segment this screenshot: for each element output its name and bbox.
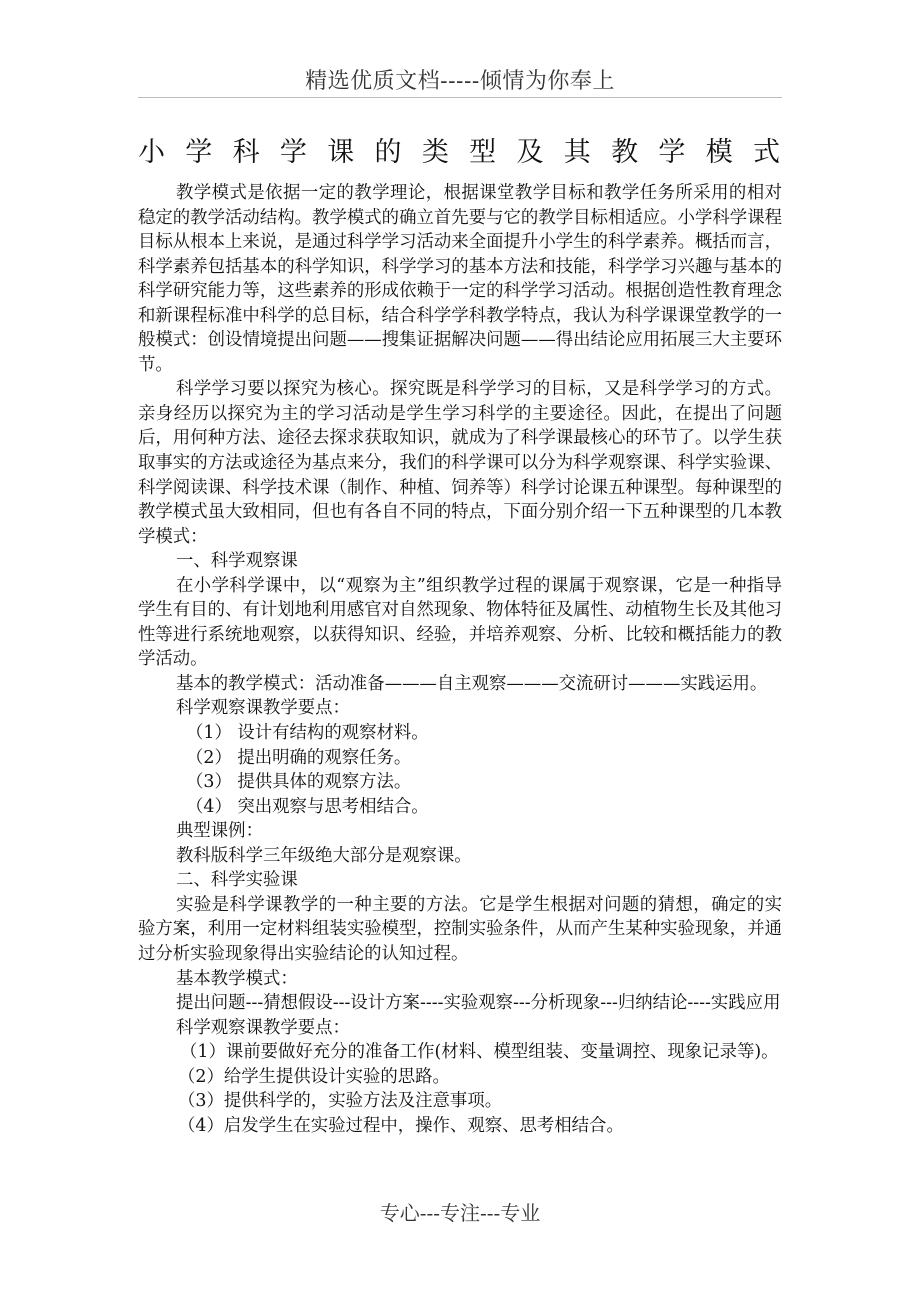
- list-item: （2） 提出明确的观察任务。: [186, 747, 412, 768]
- header-divider: [138, 97, 782, 98]
- page-footer: 专心---专注---专业: [379, 1201, 541, 1225]
- paragraph-observation-points-label: 科学观察课教学要点：: [176, 698, 350, 719]
- paragraph-experiment-points-label: 科学观察课教学要点：: [176, 1017, 350, 1038]
- paragraph-intro: 教学模式是依据一定的教学理论，根据课堂教学目标和教学任务所采用的相对稳定的教学活动结构。教学模式的确立首先要与它的教学目标相适应。小学科学课程目标从根本上来说，是通过科学学习活动来全面提升小学生的科学素养。概括而言，科学素养包括基本的科学知识，科学学习的基本方法和技能，科学学习兴趣与基本的科学研究能力等，这些素养的形成依赖于一定的科学学习活动。根据创造性教育理念和新课程标准中科学的总目标，结合科学学科教学特点，我认为科学课课堂教学的一般模式：创设情境提出问题——搜集证据解决问题——得出结论应用拓展三大主要环节。: [138, 183, 782, 375]
- page-header: 精选优质文档-----倾情为你奉上: [305, 69, 615, 94]
- list-item: （4）启发学生在实验过程中，操作、观察、思考相结合。: [178, 1115, 624, 1136]
- document-title: 小学科学课的类型及其教学模式: [138, 137, 782, 168]
- paragraph-observation-definition: 在小学科学课中，以“观察为主”组织教学过程的课属于观察课，它是一种指导学生有目的、有计划地利用感官对自然现象、物体特征及属性、动植物生长及其他习性等进行系统地观察，以获得知识、经验，并培养观察、分析、比较和概括能力的教学活动。: [138, 575, 782, 670]
- paragraph-experiment-definition: 实验是科学课教学的一种主要的方法。它是学生根据对问题的猜想，确定的实验方案，利用一定材料组装实验模型，控制实验条件，从而产生某种实验现象，并通过分析实验现象得出实验结论的认知过程。: [138, 894, 782, 964]
- paragraph-inquiry: 科学学习要以探究为核心。探究既是科学学习的目标，又是科学学习的方式。亲身经历以探究为主的学习活动是学生学习科学的主要途径。因此，在提出了问题后，用何种方法、途径去探求获取知识，就成为了科学课最核心的环节了。以学生获取事实的方法或途径为基点来分，我们的科学课可以分为科学观察课、科学实验课、科学阅读课、科学技术课（制作、种植、饲养等）科学讨论课五种课型。每种课型的教学模式虽大致相同，但也有各自不同的特点，下面分别介绍一下五种课型的几本教学模式：: [138, 379, 782, 547]
- document-body: [138, 181, 782, 1138]
- paragraph-observation-mode: 基本的教学模式：活动准备———自主观察———交流研讨———实践运用。: [176, 673, 768, 694]
- section-heading-experiment: 二、科学实验课: [176, 870, 298, 891]
- list-item: （1） 设计有结构的观察材料。: [186, 723, 429, 744]
- paragraph-experiment-mode-label: 基本教学模式：: [176, 968, 298, 989]
- paragraph-experiment-mode: 提出问题---猜想假设---设计方案----实验观察---分析现象---归纳结论----实践应用: [176, 993, 781, 1014]
- paragraph-example-label: 典型课例：: [176, 821, 263, 842]
- list-item: （3）提供科学的，实验方法及注意事项。: [178, 1091, 503, 1112]
- section-heading-observation: 一、科学观察课: [176, 551, 298, 572]
- paragraph-example: 教科版科学三年级绝大部分是观察课。: [176, 845, 472, 866]
- list-item: （1）课前要做好充分的准备工作(材料、模型组装、变量调控、现象记录等)。: [180, 1042, 779, 1063]
- list-item: （4） 突出观察与思考相结合。: [186, 796, 429, 817]
- list-item: （3） 提供具体的观察方法。: [186, 772, 412, 793]
- list-item: （2）给学生提供设计实验的思路。: [178, 1066, 450, 1087]
